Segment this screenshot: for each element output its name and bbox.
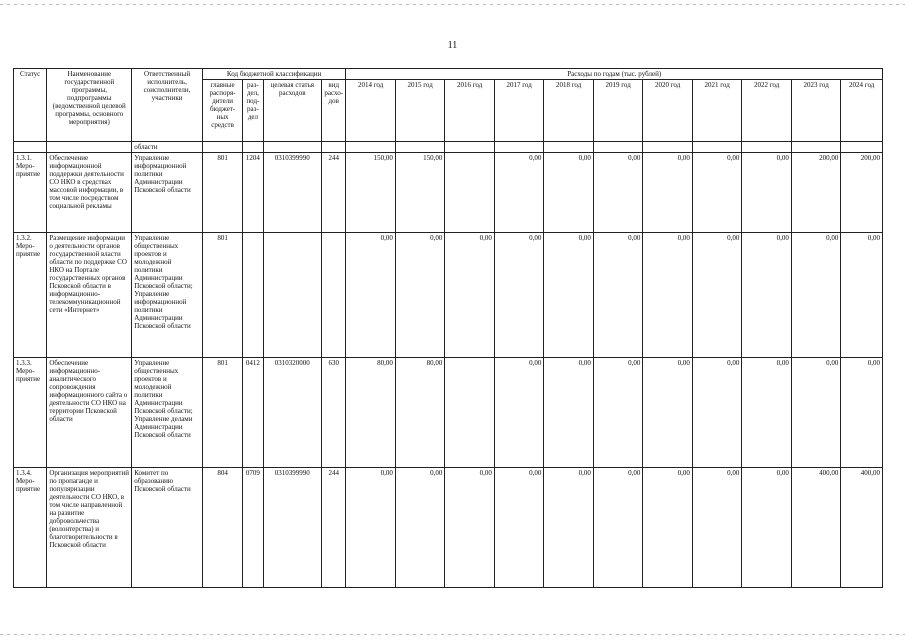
- row-grbs: 801: [202, 233, 242, 358]
- row-value-2024: 0,00: [841, 358, 883, 468]
- page-number: 11: [447, 40, 458, 51]
- budget-table: [13, 68, 883, 588]
- row-value-2014: 0,00: [346, 468, 396, 588]
- row-value-2017: 0,00: [494, 153, 544, 233]
- row-responsible: Управление информационной политики Администрации Псковской области: [132, 153, 203, 233]
- header-rzpr: раз-дел, под-раз-дел: [243, 80, 263, 142]
- scan-edge-bottom: [0, 634, 905, 635]
- row-value-2014: 0,00: [346, 233, 396, 358]
- continuation-cell: [346, 142, 396, 153]
- row-value-2018: 0,00: [544, 468, 594, 588]
- row-value-2015: 150,00: [395, 153, 445, 233]
- continuation-cell: [445, 142, 495, 153]
- row-name: Размещение информации о деятельности органов государственной власти области по поддержке СО НКО на Портале государственных органов Псковской области в информационно-телекоммуникационной сети «Интернет»: [47, 233, 132, 358]
- row-vr: 244: [322, 468, 346, 588]
- header-year-2016: 2016 год: [445, 80, 495, 142]
- row-value-2015: 0,00: [395, 233, 445, 358]
- header-status: Статус: [14, 69, 47, 142]
- row-value-2019: 0,00: [593, 233, 643, 358]
- row-value-2020: 0,00: [643, 468, 693, 588]
- row-value-2017: 0,00: [494, 468, 544, 588]
- row-csr: 0310399990: [263, 468, 322, 588]
- row-responsible: Управление общественных проектов и молодежной политики Администрации Псковской области; Управление информационной политики Администрации Псковской области: [132, 233, 203, 358]
- continuation-cell: [263, 142, 322, 153]
- continuation-cell: [742, 142, 792, 153]
- row-responsible: Управление общественных проектов и молодежной политики Администрации Псковской области; Управление делами Администрации Псковской области: [132, 358, 203, 468]
- row-value-2022: 0,00: [742, 358, 792, 468]
- row-value-2023: 0,00: [791, 358, 841, 468]
- row-name: Организация мероприятий по пропаганде и популяризации деятельности СО НКО, в том числе направленной на развитие добровольчества (волонтерства) и благотворительности в Псковской области: [47, 468, 132, 588]
- row-csr: 0310320000: [263, 358, 322, 468]
- continuation-cell: [322, 142, 346, 153]
- header-grbs: главные распоря-дители бюджет-ных средств: [202, 80, 242, 142]
- continuation-cell: [395, 142, 445, 153]
- continuation-cell: [643, 142, 693, 153]
- continuation-cell: [593, 142, 643, 153]
- row-grbs: 804: [202, 468, 242, 588]
- row-responsible: Комитет по образованию Псковской области: [132, 468, 203, 588]
- header-year-2023: 2023 год: [791, 80, 841, 142]
- row-value-2016: [445, 358, 495, 468]
- row-value-2023: 0,00: [791, 233, 841, 358]
- row-csr: [263, 233, 322, 358]
- table-row: [14, 153, 883, 233]
- continuation-text: области: [132, 142, 203, 153]
- row-value-2020: 0,00: [643, 358, 693, 468]
- header-vr: вид расхо-дов: [322, 80, 346, 142]
- row-status: 1.3.4. Меро-приятие: [14, 468, 47, 588]
- row-name: Обеспечение информационно-аналитического сопровождения информационного сайта о деятельности СО НКО на территории Псковской области: [47, 358, 132, 468]
- header-year-2020: 2020 год: [643, 80, 693, 142]
- row-value-2020: 0,00: [643, 233, 693, 358]
- header-year-2024: 2024 год: [841, 80, 883, 142]
- continuation-cell: [47, 142, 132, 153]
- row-value-2021: 0,00: [692, 153, 742, 233]
- header-year-2019: 2019 год: [593, 80, 643, 142]
- row-value-2014: 150,00: [346, 153, 396, 233]
- continuation-cell: [692, 142, 742, 153]
- row-value-2019: 0,00: [593, 358, 643, 468]
- row-value-2018: 0,00: [544, 153, 594, 233]
- header-year-2014: 2014 год: [346, 80, 396, 142]
- row-value-2015: 80,00: [395, 358, 445, 468]
- row-value-2019: 0,00: [593, 468, 643, 588]
- continuation-cell: [202, 142, 242, 153]
- table-row: [14, 358, 883, 468]
- row-value-2024: 400,00: [841, 468, 883, 588]
- row-value-2015: 0,00: [395, 468, 445, 588]
- header-year-2022: 2022 год: [742, 80, 792, 142]
- row-value-2020: 0,00: [643, 153, 693, 233]
- row-value-2023: 400,00: [791, 468, 841, 588]
- row-status: 1.3.2. Меро-приятие: [14, 233, 47, 358]
- row-value-2019: 0,00: [593, 153, 643, 233]
- row-value-2016: 0,00: [445, 233, 495, 358]
- row-rzpr: 0709: [243, 468, 263, 588]
- row-value-2017: 0,00: [494, 358, 544, 468]
- row-vr: [322, 233, 346, 358]
- row-value-2018: 0,00: [544, 358, 594, 468]
- scan-edge-top: [0, 4, 905, 5]
- row-value-2017: 0,00: [494, 233, 544, 358]
- header-year-2018: 2018 год: [544, 80, 594, 142]
- header-year-2015: 2015 год: [395, 80, 445, 142]
- row-value-2021: 0,00: [692, 233, 742, 358]
- row-csr: 0310399990: [263, 153, 322, 233]
- table-row: [14, 233, 883, 358]
- row-grbs: 801: [202, 358, 242, 468]
- row-vr: 630: [322, 358, 346, 468]
- header-year-2021: 2021 год: [692, 80, 742, 142]
- row-rzpr: 1204: [243, 153, 263, 233]
- row-value-2016: [445, 153, 495, 233]
- header-name: Наименование государственной программы, подпрограммы (ведомственной целевой программы, основного мероприятия): [47, 69, 132, 142]
- row-vr: 244: [322, 153, 346, 233]
- row-value-2022: 0,00: [742, 468, 792, 588]
- row-value-2021: 0,00: [692, 468, 742, 588]
- row-rzpr: 0412: [243, 358, 263, 468]
- header-expenses-group: Расходы по годам (тыс. рублей): [346, 69, 883, 80]
- row-value-2024: 0,00: [841, 233, 883, 358]
- row-value-2024: 200,00: [841, 153, 883, 233]
- continuation-cell: [14, 142, 47, 153]
- row-value-2014: 80,00: [346, 358, 396, 468]
- row-value-2016: 0,00: [445, 468, 495, 588]
- row-status: 1.3.1. Меро-приятие: [14, 153, 47, 233]
- row-grbs: 801: [202, 153, 242, 233]
- continuation-cell: [791, 142, 841, 153]
- header-responsible: Ответственный исполнитель, соисполнители, участники: [132, 69, 203, 142]
- row-status: 1.3.3. Меро-приятие: [14, 358, 47, 468]
- table-row: [14, 468, 883, 588]
- continuation-cell: [841, 142, 883, 153]
- continuation-cell: [243, 142, 263, 153]
- header-budget-code-group: Код бюджетной классификации: [202, 69, 345, 80]
- row-rzpr: [243, 233, 263, 358]
- row-value-2021: 0,00: [692, 358, 742, 468]
- row-value-2022: 0,00: [742, 233, 792, 358]
- continuation-cell: [494, 142, 544, 153]
- row-value-2018: 0,00: [544, 233, 594, 358]
- header-year-2017: 2017 год: [494, 80, 544, 142]
- row-name: Обеспечение информационной поддержки деятельности СО НКО в средствах массовой информации, в том числе посредством социальной рекламы: [47, 153, 132, 233]
- row-value-2023: 200,00: [791, 153, 841, 233]
- continuation-cell: [544, 142, 594, 153]
- row-value-2022: 0,00: [742, 153, 792, 233]
- header-csr: целевая статья расходов: [263, 80, 322, 142]
